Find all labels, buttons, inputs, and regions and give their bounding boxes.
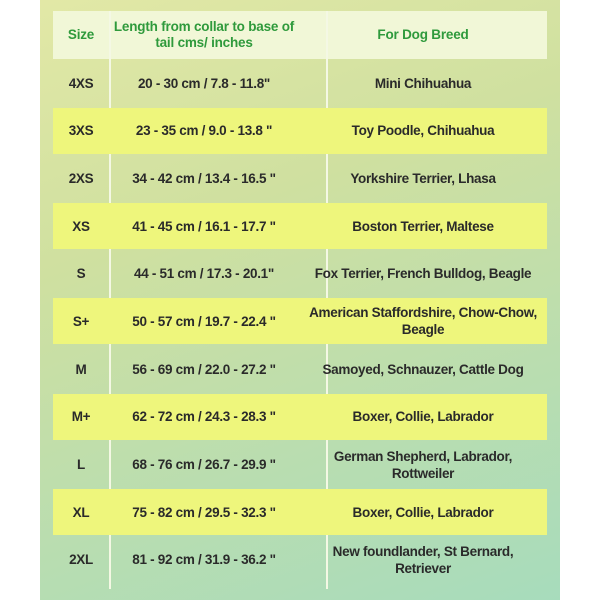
length-cell: 68 - 76 cm / 26.7 - 29.9 " <box>132 457 276 472</box>
size-cell: 4XS <box>68 75 94 91</box>
length-cell: 62 - 72 cm / 24.3 - 28.3 " <box>132 409 276 425</box>
table-header <box>53 11 547 59</box>
table-row <box>53 155 547 201</box>
table-row <box>53 60 547 106</box>
size-cell: 2XS <box>68 170 94 186</box>
size-cell: 2XL <box>69 552 93 568</box>
table-row <box>53 108 547 154</box>
breed-cell: Boxer, Collie, Labrador <box>352 504 494 520</box>
table-row <box>53 394 547 440</box>
table-row <box>53 537 547 583</box>
breed-cell: Fox Terrier, French Bulldog, Beagle <box>314 266 532 282</box>
table-row <box>53 489 547 535</box>
breed-cell: New foundlander, St Bernard, Retriever <box>332 543 514 576</box>
length-cell: 50 - 57 cm / 19.7 - 22.4 " <box>132 313 276 329</box>
breed-cell: Toy Poodle, Chihuahua <box>351 123 495 139</box>
size-cell: M <box>75 361 87 377</box>
breed-cell: German Shepherd, Labrador, Rottweiler <box>333 448 513 481</box>
length-cell: 23 - 35 cm / 9.0 - 13.8 " <box>135 123 273 139</box>
breed-cell: Boston Terrier, Maltese <box>352 218 494 234</box>
length-cell: 56 - 69 cm / 22.0 - 27.2 " <box>132 361 276 377</box>
length-cell: 81 - 92 cm / 31.9 - 36.2 " <box>132 552 276 568</box>
breed-cell: American Staffordshire, Chow-Chow, Beagle <box>309 305 537 338</box>
header-breed: For Dog Breed <box>377 27 469 42</box>
breed-cell: Mini Chihuahua <box>374 75 472 91</box>
size-cell: XL <box>72 504 90 520</box>
table-row <box>53 251 547 297</box>
length-cell: 44 - 51 cm / 17.3 - 20.1" <box>134 266 274 282</box>
size-cell: L <box>77 457 85 472</box>
table-row <box>53 203 547 249</box>
header-size: Size <box>67 27 95 42</box>
length-cell: 20 - 30 cm / 7.8 - 11.8" <box>137 75 271 91</box>
size-cell: XS <box>72 218 90 234</box>
breed-cell: Yorkshire Terrier, Lhasa <box>350 170 496 186</box>
table-row <box>53 346 547 392</box>
length-cell: 75 - 82 cm / 29.5 - 32.3 " <box>132 504 276 520</box>
breed-cell: Boxer, Collie, Labrador <box>352 409 494 425</box>
breed-cell: Samoyed, Schnauzer, Cattle Dog <box>322 361 524 377</box>
size-cell: S <box>76 266 86 282</box>
table-body <box>53 60 547 585</box>
length-cell: 41 - 45 cm / 16.1 - 17.7 " <box>132 218 276 234</box>
size-cell: S+ <box>72 313 90 329</box>
table-row <box>53 298 547 344</box>
length-cell: 34 - 42 cm / 13.4 - 16.5 " <box>132 170 276 186</box>
size-cell: 3XS <box>68 123 94 139</box>
header-length: Length from collar to base of tail cms/ inches <box>113 19 295 50</box>
table-row <box>53 442 547 488</box>
size-chart-table <box>40 0 560 600</box>
size-cell: M+ <box>71 409 91 425</box>
